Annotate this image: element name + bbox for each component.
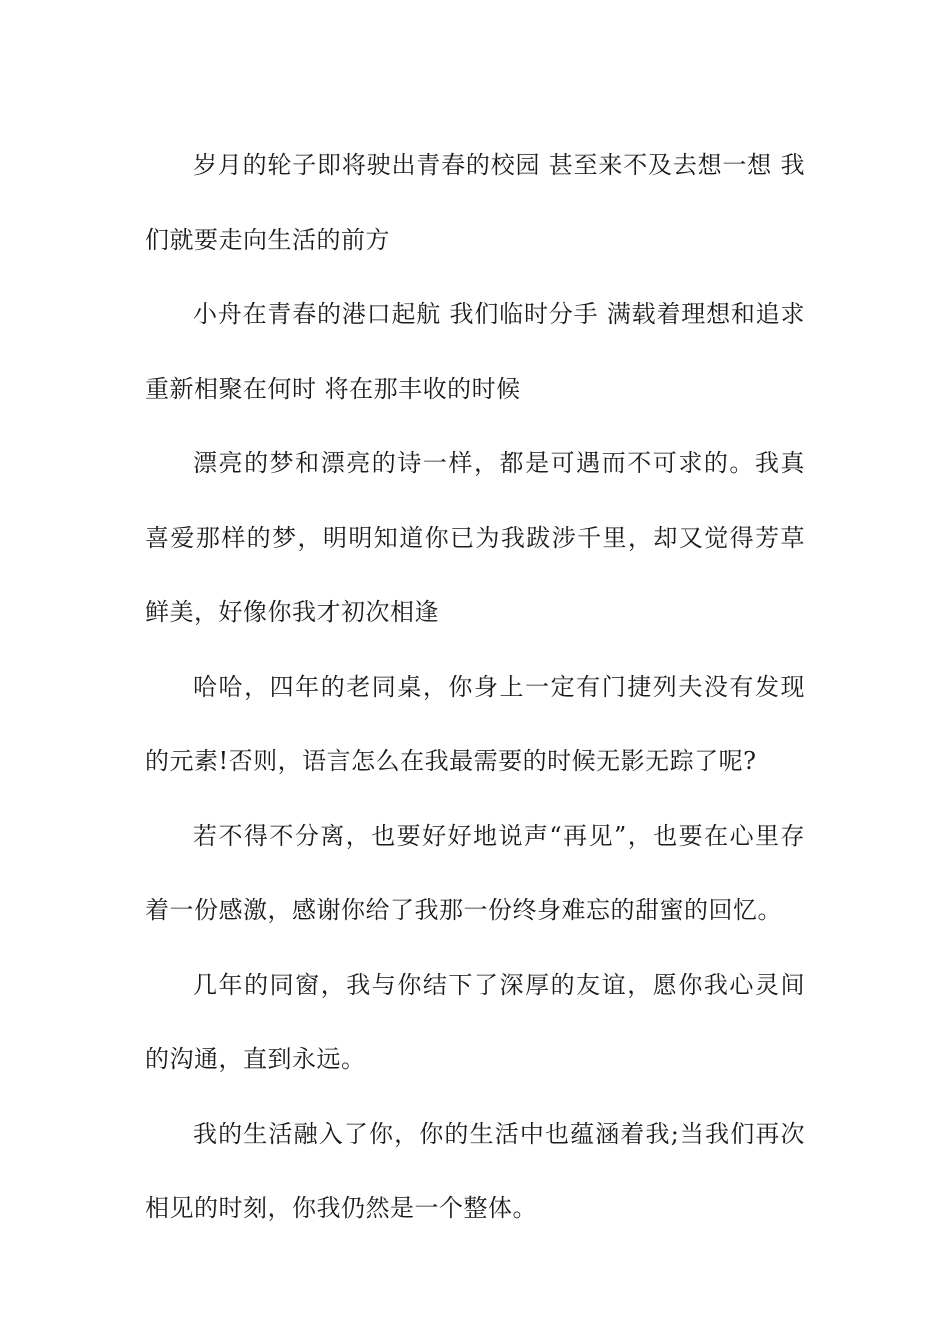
paragraph-2: 小舟在青春的港口起航 我们临时分手 满载着理想和追求重新相聚在何时 将在那丰收的时候 — [145, 300, 805, 403]
paragraph-6: 几年的同窗，我与你结下了深厚的友谊，愿你我心灵间的沟通，直到永远。 — [145, 970, 805, 1073]
paragraph-7: 我的生活融入了你，你的生活中也蕴涵着我;当我们再次相见的时刻，你我仍然是一个整体。 — [145, 1119, 805, 1222]
paragraph-3: 漂亮的梦和漂亮的诗一样，都是可遇而不可求的。我真喜爱那样的梦，明明知道你已为我跋涉千里，却又觉得芳草鲜美，好像你我才初次相逢 — [145, 449, 805, 626]
paragraph-1: 岁月的轮子即将驶出青春的校园 甚至来不及去想一想 我们就要走向生活的前方 — [145, 151, 805, 254]
document-body — [145, 128, 805, 1246]
paragraph-4: 哈哈，四年的老同桌，你身上一定有门捷列夫没有发现的元素!否则，语言怎么在我最需要的时候无影无踪了呢? — [145, 672, 805, 775]
paragraph-5: 若不得不分离，也要好好地说声“再见”，也要在心里存着一份感激，感谢你给了我那一份终身难忘的甜蜜的回忆。 — [145, 821, 805, 924]
